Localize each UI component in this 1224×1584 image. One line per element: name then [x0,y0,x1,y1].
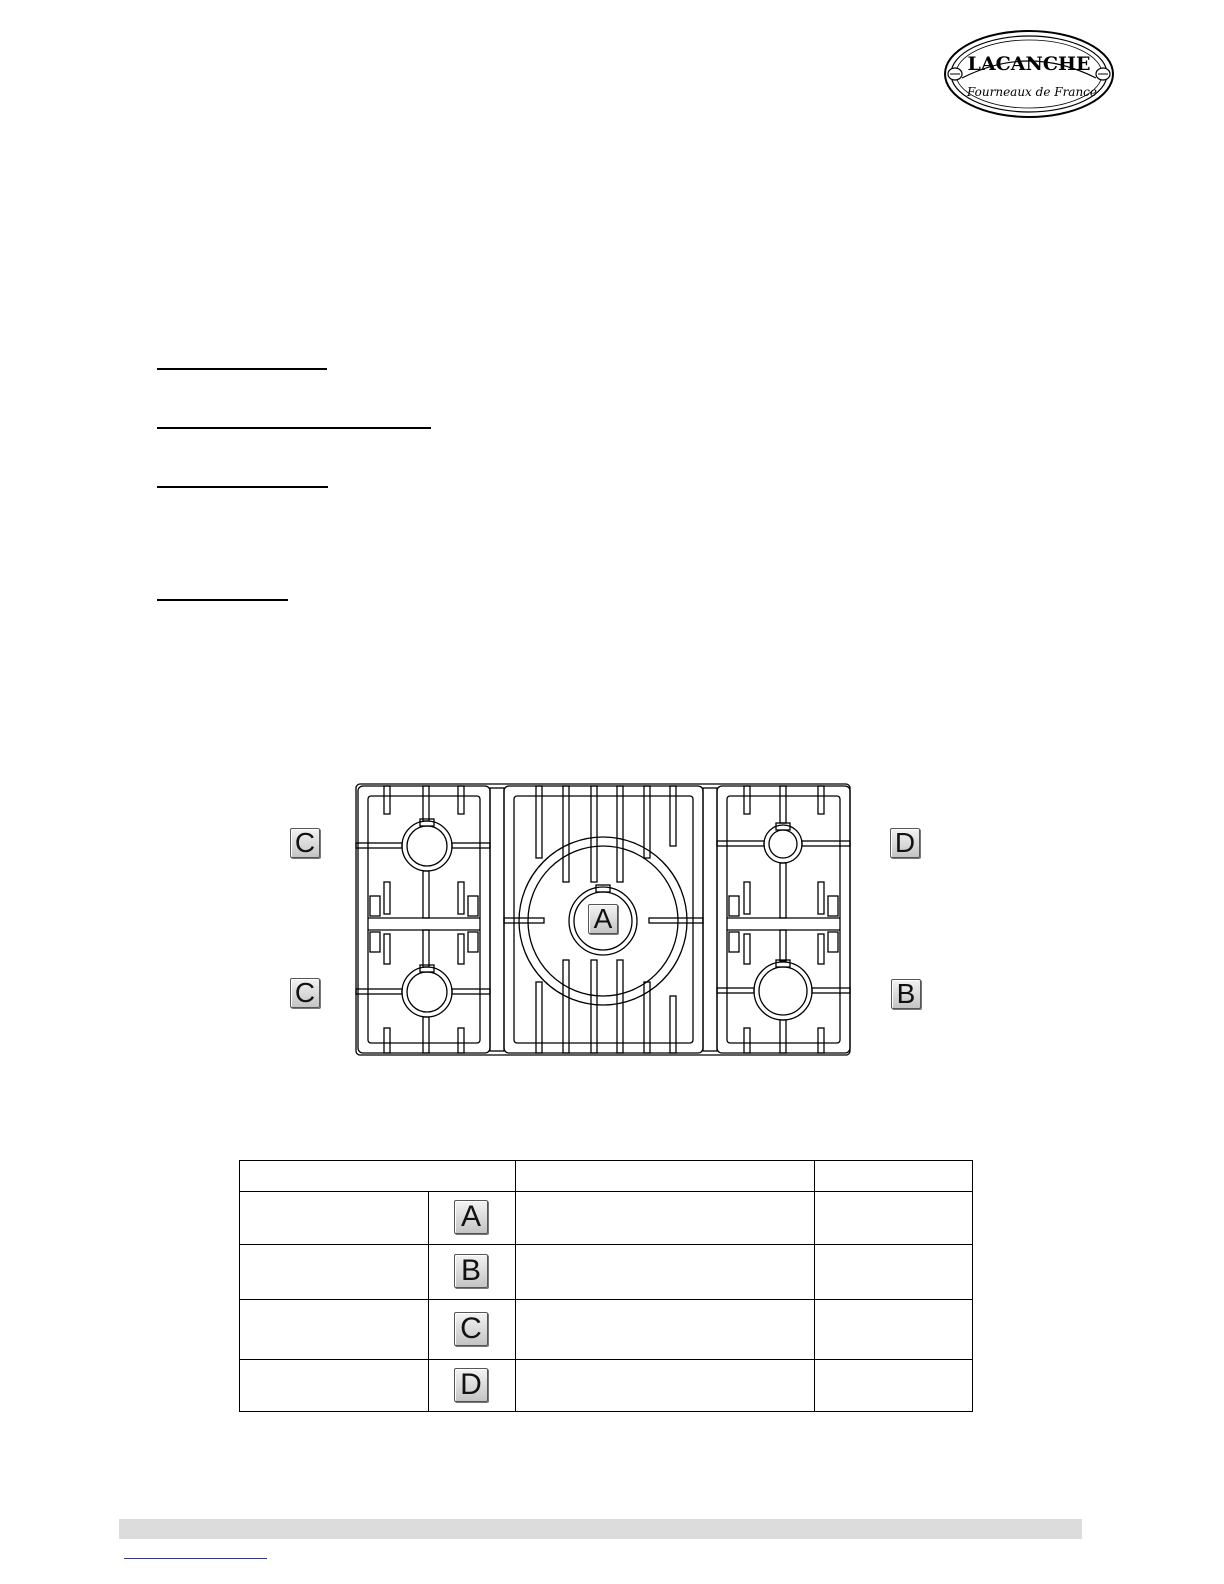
row-value-cell [815,1245,973,1300]
row-description-cell [516,1245,815,1300]
row-name-cell [240,1360,429,1412]
legend-code-badge: B [454,1254,488,1288]
header-cell-burner [240,1161,516,1192]
section-heading-underline-3 [157,486,328,488]
row-description-cell [516,1300,815,1360]
table-row [240,1192,973,1245]
row-name-cell [240,1192,429,1245]
row-code-cell [429,1245,516,1300]
burner-label-right-bottom: B [891,979,921,1009]
footer-bar [119,1519,1082,1539]
section-heading-underline-1 [157,368,327,370]
burner-label-left-top: C [290,828,320,858]
legend-code-badge: A [454,1200,488,1234]
table-row [240,1245,973,1300]
legend-code-badge: C [454,1312,488,1346]
row-code-cell [429,1360,516,1412]
table-row [240,1300,973,1360]
footer-link-underline[interactable] [124,1558,267,1559]
section-heading-underline-4 [157,599,288,601]
row-description-cell [516,1360,815,1412]
burner-label-right-top: D [890,828,920,858]
row-value-cell [815,1360,973,1412]
row-value-cell [815,1300,973,1360]
lacanche-logo [940,26,1118,122]
burner-label-center: A [588,904,618,934]
row-description-cell [516,1192,815,1245]
burner-legend-table [239,1160,973,1412]
logo-wordmark: LACANCHE [967,53,1091,75]
header-cell-value [815,1161,973,1192]
legend-code-badge: D [454,1368,488,1402]
row-name-cell [240,1300,429,1360]
row-code-cell [429,1300,516,1360]
logo-tagline: Fourneaux de France [966,85,1098,99]
row-value-cell [815,1192,973,1245]
burner-label-left-bottom: C [290,978,320,1008]
row-name-cell [240,1245,429,1300]
table-header-row [240,1161,973,1192]
section-heading-underline-2 [157,427,431,429]
header-cell-description [516,1161,815,1192]
row-code-cell [429,1192,516,1245]
table-row [240,1360,973,1412]
